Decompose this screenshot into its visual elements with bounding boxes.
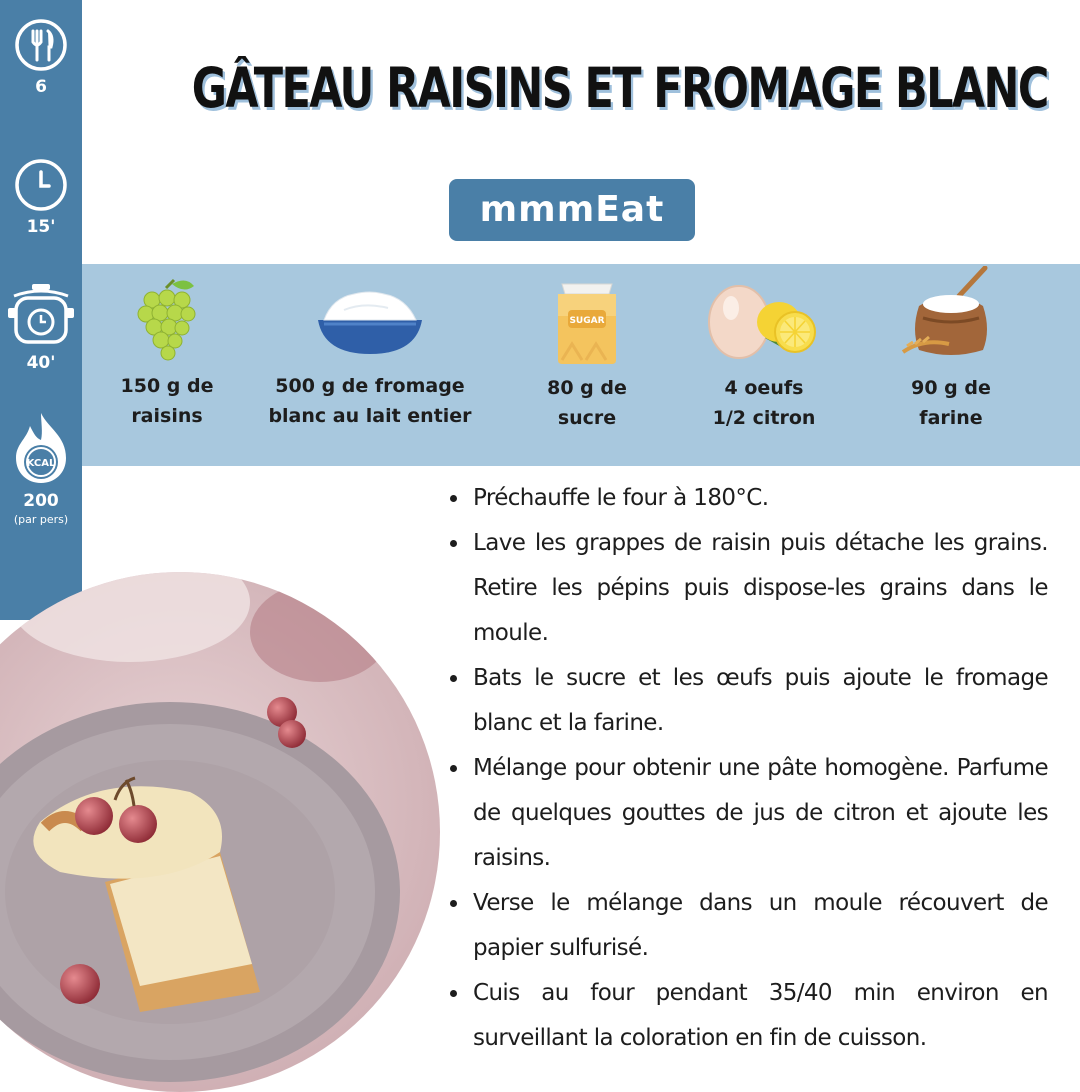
ingredient-label: 150 g de raisins [120,375,214,427]
ingredient-label: 90 g de farine [911,377,991,429]
ingredients-band [82,264,1080,466]
clock-icon [14,158,68,212]
recipe-title: GÂTEAU RAISINS ET FROMAGE BLANC [191,56,1048,120]
cook-time-info [0,282,82,373]
ingredient-label: 80 g de sucre [547,377,627,429]
ingredient-label: 500 g de fromage blanc au lait entier [268,375,472,427]
fromage-blanc-bowl-icon [314,288,426,358]
ingredient-item [517,264,657,466]
instruction-step: Verse le mélange dans un moule récouvert de papier sulfurisé. [446,881,1048,971]
kcal-info [0,410,82,526]
servings-info [0,18,82,97]
instruction-step: Préchauffe le four à 180°C. [446,476,1048,521]
instruction-step: Bats le sucre et les œufs puis ajoute le fromage blanc et la farine. [446,656,1048,746]
ingredient-label: 4 oeufs 1/2 citron [712,377,816,429]
ingredient-item [881,264,1021,466]
egg-lemon-icon [701,278,827,362]
kcal-flame-icon [8,410,74,486]
ingredient-item [265,264,475,466]
sugar-label: SUGAR [569,316,605,326]
cook-time-value: 40' [26,353,56,373]
brand-logo: mmmEat [449,179,695,241]
info-sidebar [0,0,82,620]
instruction-step: Lave les grappes de raisin puis détache les grains. Retire les pépins puis dispose-les grains dans le moule. [446,521,1048,656]
instructions-list [446,476,1048,1061]
ingredient-item [694,264,834,466]
flour-sack-icon [901,266,1001,362]
instruction-step: Mélange pour obtenir une pâte homogène. Parfume de quelques gouttes de jus de citron et ajoute les raisins. [446,746,1048,881]
kcal-value: 200 [23,491,59,511]
kcal-badge-text: KCAL [26,458,56,469]
instruction-step: Cuis au four pendant 35/40 min environ en surveillant la coloration en fin de cuisson. [446,971,1048,1061]
sugar-bag-icon [552,276,622,366]
fork-knife-icon [14,18,68,72]
grapes-icon [132,274,202,362]
ingredient-item [97,264,237,466]
servings-value: 6 [35,77,47,97]
prep-time-info [0,158,82,237]
kcal-note: (par pers) [13,513,69,526]
oven-icon [6,282,76,348]
prep-time-value: 15' [26,217,56,237]
cake-photo [0,572,440,1092]
